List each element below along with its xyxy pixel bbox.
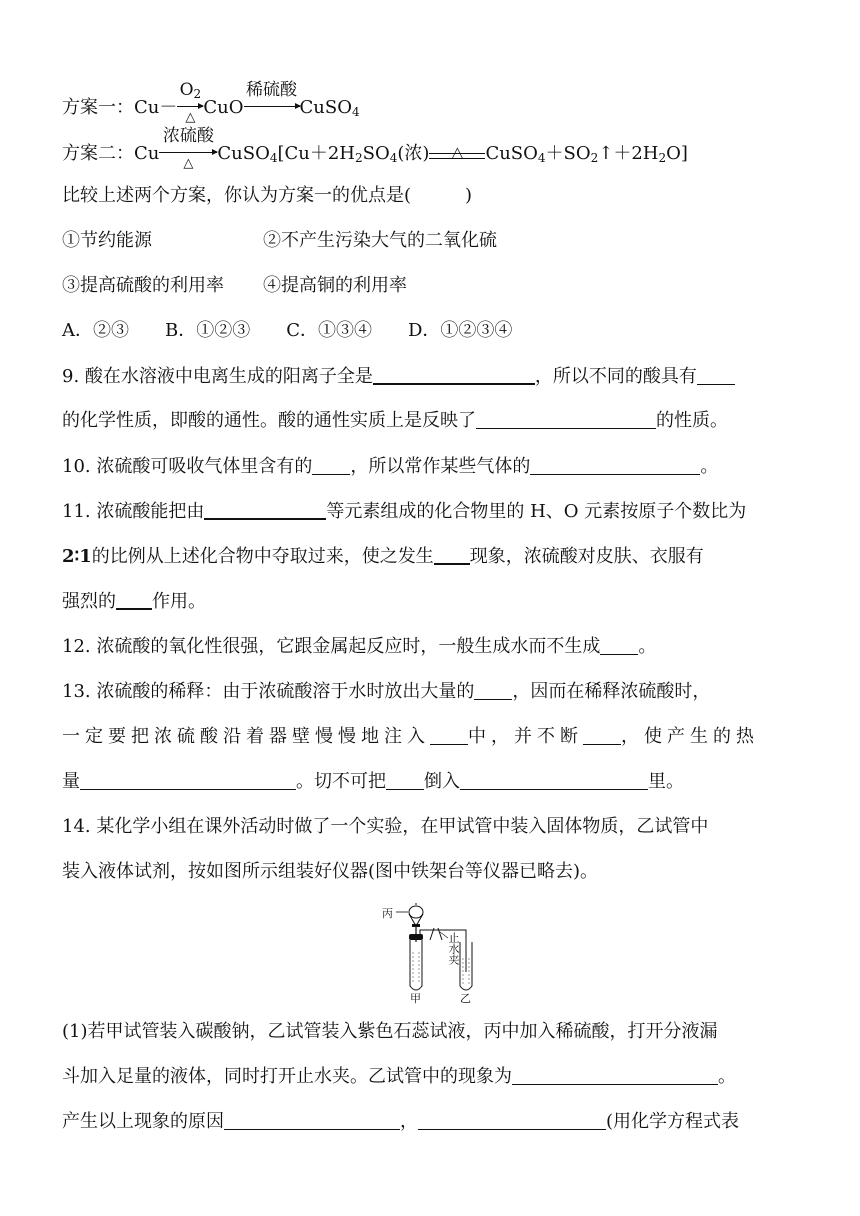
plan2-cuso4: CuSO [217,143,270,164]
q13-text-d: 量 [62,771,80,792]
q11-text-a: 11. 浓硫酸能把由 [62,501,205,522]
q13-blank-2[interactable] [430,726,468,745]
q11-text-f: 强烈的 [62,591,116,612]
q13-text-c3: ，使产生的热 [621,726,759,747]
plan1-arrow1-o: O [179,80,194,100]
plan1-arrow2 [244,80,300,120]
q9-text-d: 的性质。 [656,410,728,431]
q11-text-d: 的比例从上述化合物中夺取过来，使之发生 [91,546,434,567]
sub1-line3 [62,1110,739,1134]
plan2-so4-sub: 4 [389,151,398,165]
q11-text-e: 现象，浓硫酸对皮肤、衣服有 [469,546,704,567]
plan1-arrow1 [177,80,203,125]
plan2-h2o: ↑＋2H [598,143,659,164]
q10-text-c: 。 [700,456,719,477]
q11-line2 [62,545,704,569]
option-1: ①节约能源 [62,230,152,251]
plan2-arrow-heat: △ [183,156,194,171]
q11-line1 [62,500,746,524]
plan2-product1-sub: 4 [537,151,546,165]
q13-line1 [62,680,710,704]
q13-blank-1[interactable] [474,681,512,700]
plan1-cuso4: CuSO [299,97,352,118]
q13-text-a: 13. 浓硫酸的稀释：由于浓硫酸溶于水时放出大量的 [62,681,475,702]
q9-line1 [62,365,735,389]
sub1-text-e: ， [400,1111,418,1132]
apparatus-figure [380,902,490,1004]
q9-text-c: 的化学性质，即酸的通性。酸的通性实质上是反映了 [62,410,476,431]
q11-text-b: 等元素组成的化合物里的 H、O 元素按原子个数比为 [326,501,747,522]
plan1-cu: Cu [134,97,160,118]
q13-text-b: ，因而在稀释浓硫酸时， [512,681,711,702]
option-3: ③提高硫酸的利用率 [62,275,224,296]
option-2: ②不产生污染大气的二氧化硫 [263,230,497,251]
q14-line1: 14. 某化学小组在课外活动时做了一个实验，在甲试管中装入固体物质，乙试管中 [62,816,709,837]
q10-blank-2[interactable] [530,456,700,475]
label-clamp: 止水夹 [447,932,460,965]
apparatus-drawing [380,902,490,1004]
sub1-line2 [62,1065,736,1089]
q9-text-a: 9. 酸在水溶液中电离生成的阳离子全是 [62,366,373,387]
plan2-h2-sub: 2 [355,151,363,165]
plan1-line [62,80,360,125]
question-text: 比较上述两个方案，你认为方案一的优点是( ) [62,185,473,206]
q10-blank-1[interactable] [312,456,350,475]
q9-line2 [62,409,728,433]
answer-choices: A．②③ B．①②③ C．①③④ D．①②③④ [62,320,513,341]
plan1-cuo: CuO [203,97,244,118]
q13-text-f: 倒入 [424,771,460,792]
plan2-so4: SO [362,143,390,164]
sub1-line1: (1)若甲试管装入碳酸钠，乙试管装入紫色石蕊试液，丙中加入稀硫酸，打开分液漏 [62,1021,718,1042]
q10-text-b: ，所以常作某些气体的 [350,456,531,477]
sub1-text-f: (用化学方程式表 [606,1111,740,1132]
sub1-text-c: 。 [718,1066,736,1087]
plan2-h2o-sub: 2 [658,151,667,165]
q11-blank-3[interactable] [116,590,152,610]
q13-text-c2: 中，并不断 [468,726,583,747]
q11-blank-2[interactable] [434,545,470,565]
plan2-cuso4-sub: 4 [269,151,278,165]
plan1-arrow2-label: 稀硫酸 [246,80,297,100]
sub1-blank-1[interactable] [512,1066,718,1085]
q14-line2: 装入液体试剂，按如图所示组装好仪器(图中铁架台等仪器已略去)。 [62,861,599,882]
label-yi: 乙 [460,992,471,1005]
plan2-reactants: [Cu＋2H [277,143,356,164]
sub1-blank-2[interactable] [224,1111,400,1130]
plan2-product1: CuSO [485,143,538,164]
q9-blank-1[interactable] [373,365,535,385]
plan2-line [62,126,688,171]
q10-text-a: 10. 浓硫酸可吸收气体里含有的 [62,456,313,477]
plan1-arrow1-o-sub: 2 [193,87,202,101]
q11-blank-1[interactable] [204,500,326,520]
q13-line2 [62,725,759,749]
plan1-cuso4-sub: 4 [351,105,360,119]
plan2-cu: Cu [134,143,160,164]
q13-text-c1: 一定要把浓硫酸沿着器壁慢慢地注入 [62,726,430,747]
label-jia: 甲 [410,992,421,1005]
plan1-dash: － [159,97,178,118]
q13-line3 [62,770,684,794]
sub1-text-b: 斗加入足量的液体，同时打开止水夹。乙试管中的现象为 [62,1066,512,1087]
plan2-label: 方案二： [62,143,134,164]
q12-text-a: 12. 浓硫酸的氧化性很强，它跟金属起反应时，一般生成水而不生成 [62,636,601,657]
plan2-arrow [159,126,217,171]
plan2-equals-heat: △ [451,143,464,161]
plan2-conc: (浓) [397,143,430,164]
q12-blank-1[interactable] [600,636,638,655]
q13-blank-4[interactable] [80,771,296,790]
q11-line3 [62,590,206,614]
label-bing: 丙 [382,907,393,920]
option-4: ④提高铜的利用率 [263,275,407,296]
plan2-arrow-label: 浓硫酸 [162,126,214,146]
plan2-so2-sub: 2 [590,151,599,165]
q13-blank-6[interactable] [460,771,648,790]
sub1-blank-3[interactable] [418,1111,606,1130]
q13-text-g: 里。 [648,771,684,792]
q10-line [62,455,718,479]
q9-blank-3[interactable] [476,410,656,429]
q9-text-b: ，所以不同的酸具有 [534,366,697,387]
plan2-so2: ＋SO [545,143,591,164]
plan1-arrow1-heat: △ [185,110,196,125]
q13-blank-5[interactable] [386,771,424,790]
q11-text-g: 作用。 [152,591,206,612]
q9-blank-2[interactable] [697,366,735,385]
q12-line [62,635,656,659]
q12-text-b: 。 [638,636,657,657]
plan1-label: 方案一： [62,97,134,118]
q11-ratio: 2∶1 [62,546,92,567]
q13-blank-3[interactable] [583,726,621,745]
q13-text-e: 。切不可把 [296,771,386,792]
plan2-end: O] [666,143,688,164]
sub1-text-d: 产生以上现象的原因 [62,1111,224,1132]
